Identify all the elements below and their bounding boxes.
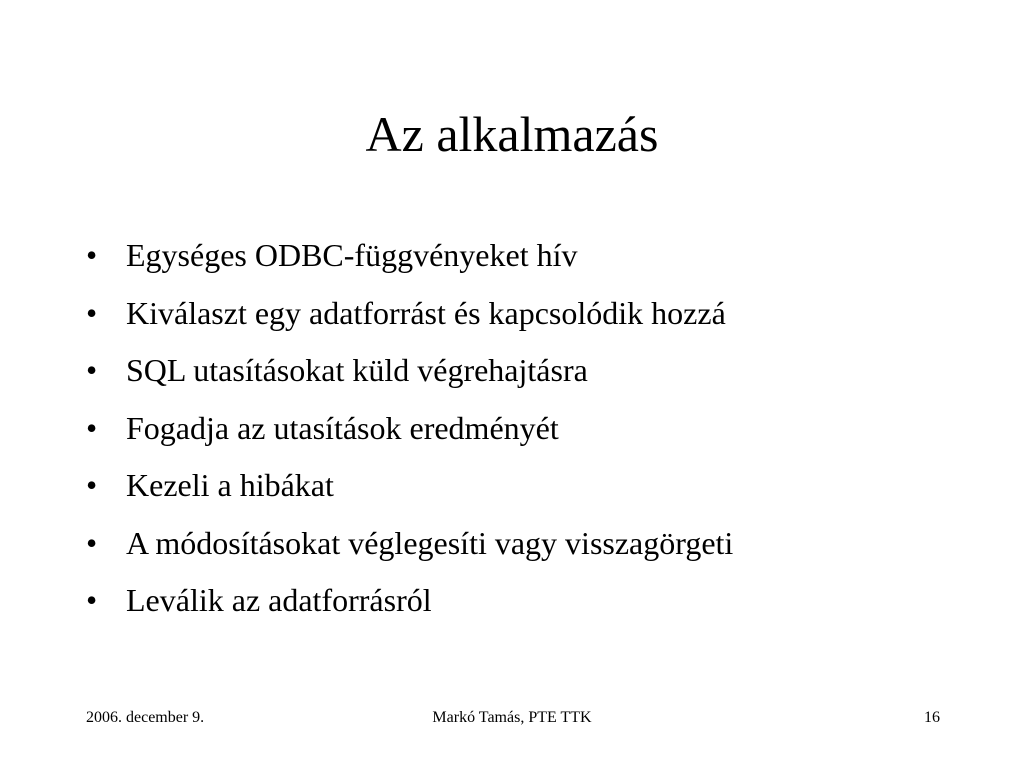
bullet-text: Fogadja az utasítások eredményét [126,409,559,446]
bullet-item [86,460,733,518]
page-number: 16 [924,709,940,726]
bullet-item [86,403,733,461]
bullet-text: Kezeli a hibákat [126,467,334,503]
bullet-icon: • [86,237,98,273]
bullet-item [86,230,733,288]
bullet-icon: • [86,524,98,561]
footer-author: Markó Tamás, PTE TTK [432,709,592,726]
bullet-list [86,230,733,633]
bullet-text: A módosításokat véglegesíti vagy visszagörgeti [126,524,734,561]
bullet-item [86,575,733,633]
bullet-icon: • [86,294,98,331]
bullet-text: Leválik az adatforrásról [126,582,432,618]
bullet-item [86,518,733,576]
slide-title: Az alkalmazás [365,106,659,162]
bullet-text: Kiválaszt egy adatforrást és kapcsolódik hozzá [126,294,726,331]
bullet-text: Egységes ODBC-függvényeket hív [126,237,578,273]
bullet-item [86,288,733,346]
bullet-text: SQL utasításokat küld végrehajtásra [126,352,588,388]
bullet-icon: • [86,582,98,618]
bullet-item [86,345,733,403]
bullet-icon: • [86,467,98,503]
bullet-icon: • [86,352,98,388]
footer-date: 2006. december 9. [86,709,205,726]
bullet-icon: • [86,409,98,446]
